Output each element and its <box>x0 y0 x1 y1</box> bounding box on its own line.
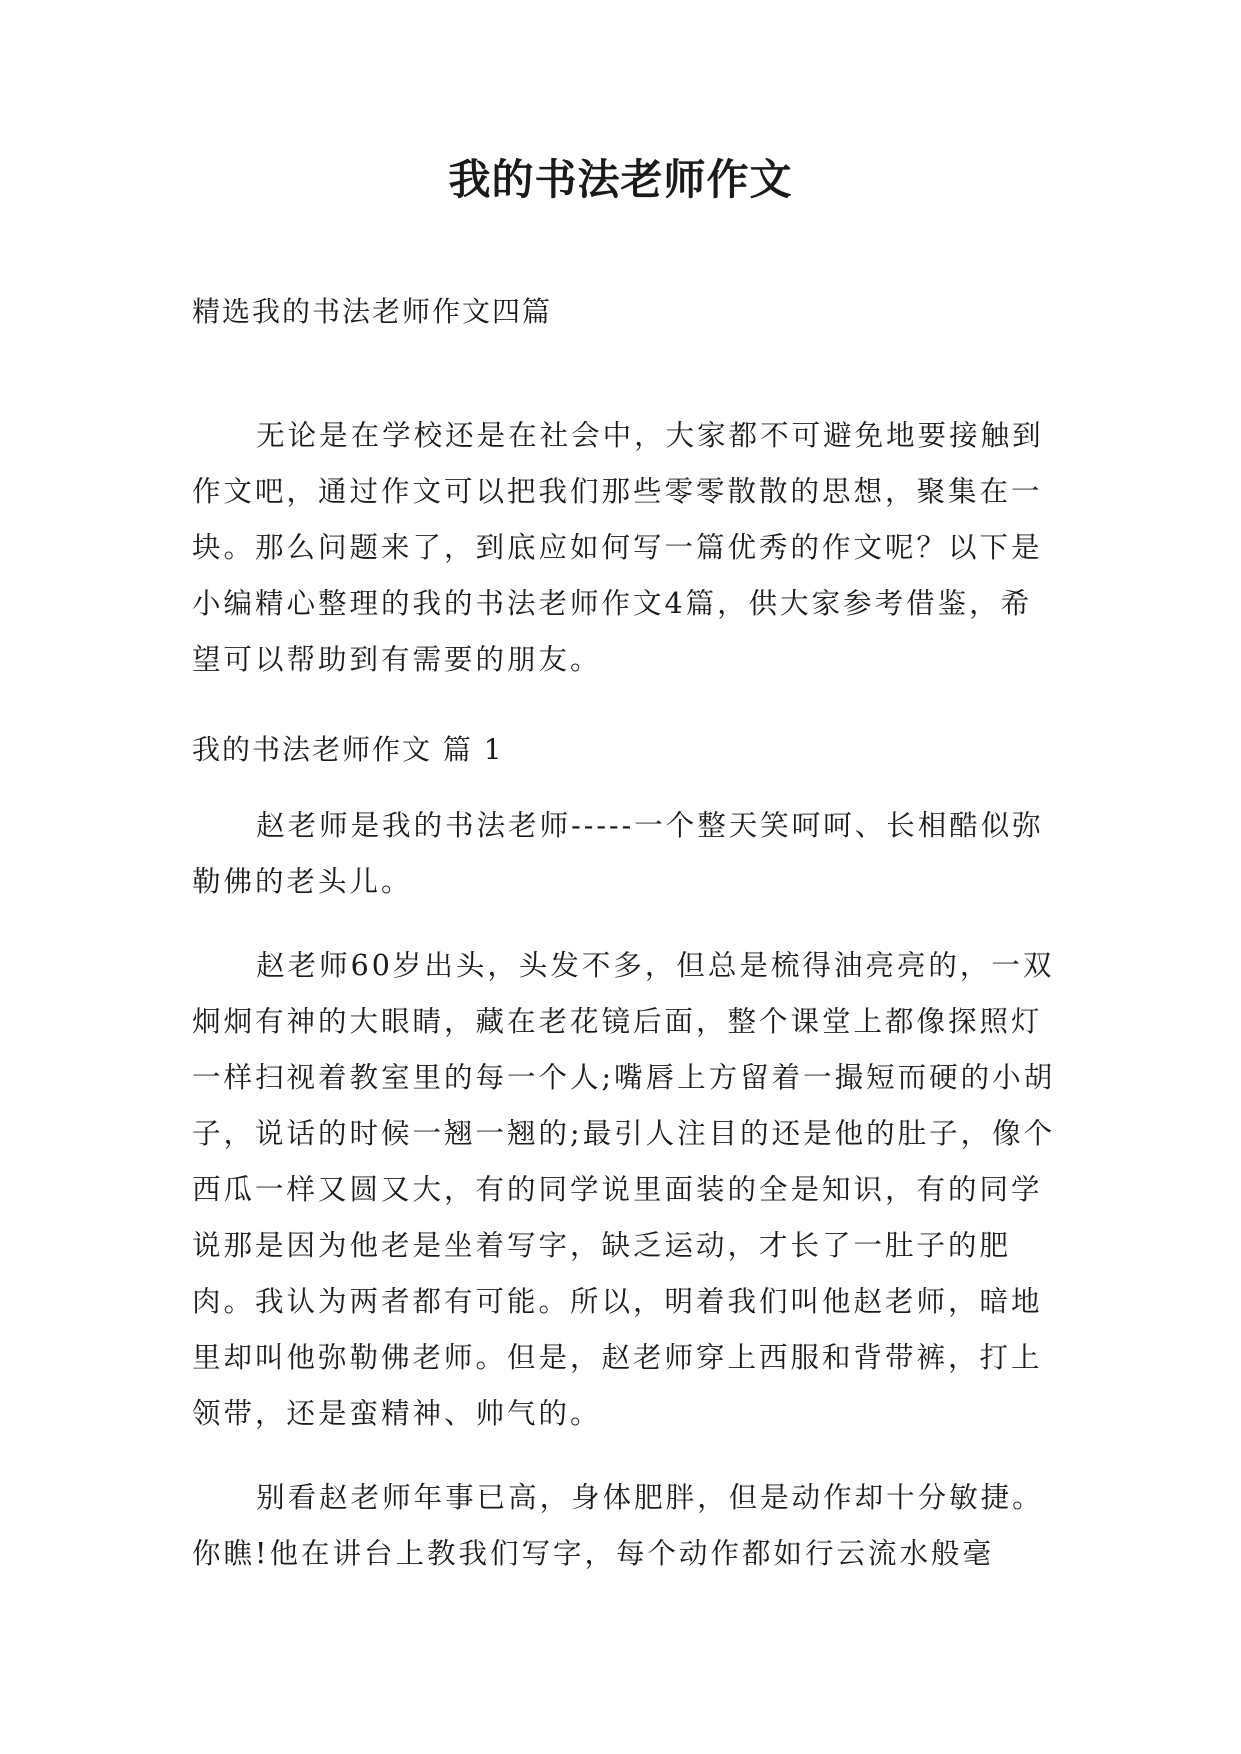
intro-paragraph: 无论是在学校还是在社会中，大家都不可避免地要接触到作文吧，通过作文可以把我们那些零零散散的思想，聚集在一块。那么问题来了，到底应如何写一篇优秀的作文呢？以下是小编精心整理的我的书法老师作文4篇，供大家参考借鉴，希望可以帮助到有需要的朋友。 <box>192 419 1044 676</box>
body-paragraph: 别看赵老师年事已高，身体肥胖，但是动作却十分敏捷。你瞧!他在讲台上教我们写字，每个动作都如行云流水般毫 <box>192 1481 1044 1570</box>
section-heading: 我的书法老师作文 篇 1 <box>192 733 504 766</box>
body-paragraph: 赵老师60岁出头，头发不多，但总是梳得油亮亮的，一双炯炯有神的大眼睛，藏在老花镜后面，整个课堂上都像探照灯一样扫视着教室里的每一个人;嘴唇上方留着一撮短而硬的小胡子，说话的时候一翘一翘的;最引人注目的还是他的肚子，像个西瓜一样又圆又大，有的同学说里面装的全是知识，有的同学说那是因为他老是坐着写字，缺乏运动，才长了一肚子的肥肉。我认为两者都有可能。所以，明着我们叫他赵老师，暗地里却叫他弥勒佛老师。但是，赵老师穿上西服和背带裤，打上领带，还是蛮精神、帅气的。 <box>192 949 1056 1430</box>
document-subtitle: 精选我的书法老师作文四篇 <box>192 295 553 328</box>
body-paragraph: 赵老师是我的书法老师-----一个整天笑呵呵、长相酷似弥勒佛的老头儿。 <box>192 809 1044 898</box>
document-title: 我的书法老师作文 <box>448 155 793 204</box>
